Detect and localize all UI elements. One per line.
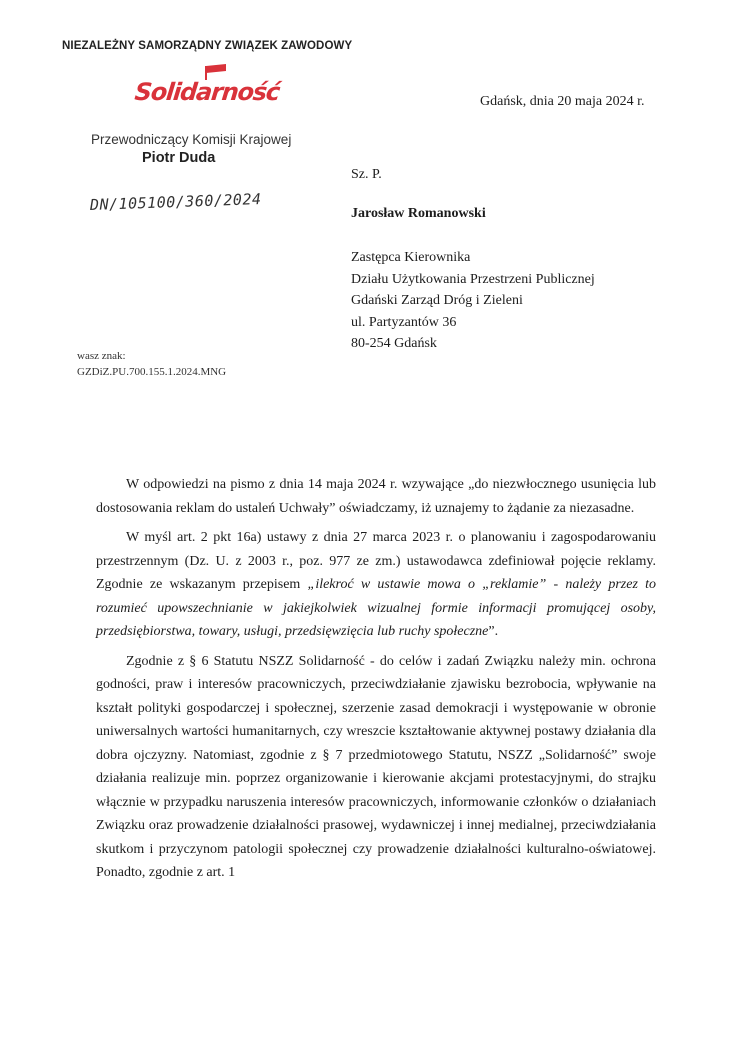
reference-value: GZDiZ.PU.700.155.1.2024.MNG [77, 366, 227, 378]
letter-body [96, 473, 656, 891]
address-line: Gdański Zarząd Dróg i Zieleni [351, 293, 523, 308]
recipient-address [351, 247, 595, 355]
paragraph-2-intro: W myśl art. 2 pkt 16a) ustawy z dnia 27 marca 2023 r. o planowaniu i zagospodarowaniu przestrzennym (Dz. U. z 2003 r., poz. 977 ze zm.) ustawodawca zdefiniował pojęcie reklamy. Zgodnie ze wskazanym przepisem [96, 530, 656, 592]
chair-name: Piotr Duda [142, 150, 216, 166]
recipient-name: Jarosław Romanowski [351, 206, 486, 221]
case-number: DN/105100/360/2024 [89, 190, 262, 214]
chair-title: Przewodniczący Komisji Krajowej [91, 132, 292, 147]
address-line: ul. Partyzantów 36 [351, 314, 457, 330]
paragraph-2-end: ”. [488, 624, 499, 639]
svg-text:Solidarność: Solidarność [133, 78, 281, 106]
paragraph-2 [96, 526, 656, 644]
paragraph-1: W odpowiedzi na pismo z dnia 14 maja 2024 r. wzywające „do niezwłocznego usunięcia lub dostosowania reklam do ustaleń Uchwały” oświadczamy, iż uznajemy to żądanie za niezasadne. [96, 477, 656, 516]
place-date: Gdańsk, dnia 20 maja 2024 r. [480, 94, 645, 109]
reference-label: wasz znak: [77, 350, 126, 362]
salutation: Sz. P. [351, 167, 382, 182]
address-line: Działu Użytkowania Przestrzeni Publicznej [351, 271, 595, 287]
address-line: 80-254 Gdańsk [351, 336, 437, 351]
union-name: NIEZALEŻNY SAMORZĄDNY ZWIĄZEK ZAWODOWY [62, 40, 353, 52]
paragraph-3: Zgodnie z § 6 Statutu NSZZ Solidarność - do celów i zadań Związku należy min. ochrona godności, praw i interesów pracowniczych, przeciwdziałanie zjawisku bezrobocia, wpływanie na kształt polityki gospodarczej i społecznej, szerzenie zasad demokracji i występowanie w obronie uniwersalnych wartości humanitarnych, czy wreszcie kształtowanie aktywnej postawy działania dla dobra ojczyzny. Natomiast, zgodnie z § 7 przedmiotowego Statutu, NSZZ „Solidarność” swoje działania realizuje min. poprzez organizowanie i kierowanie akcjami protestacyjnymi, do strajku włącznie w przypadku naruszenia interesów pracowniczych, informowanie członków o działaniach Związku oraz prowadzenie działalności prasowej, wydawniczej i innej medialnej, przeciwdziałania skutkom i przyczynom patologii społecznej czy prowadzenie działalności kulturalno-oświatowej. Ponadto, zgodnie z art. 1 [96, 653, 656, 880]
solidarnosc-logo [133, 62, 281, 110]
address-line: Zastępca Kierownika [351, 250, 471, 265]
paragraph-2-quote: „ilekroć w ustawie mowa o „reklamie” - należy przez to rozumieć upowszechnianie w jakiejkolwiek wizualnej formie informacji promującej osoby, przedsiębiorstwa, towary, usługi, przedsięwzięcia lub ruchy społeczne [96, 577, 656, 639]
